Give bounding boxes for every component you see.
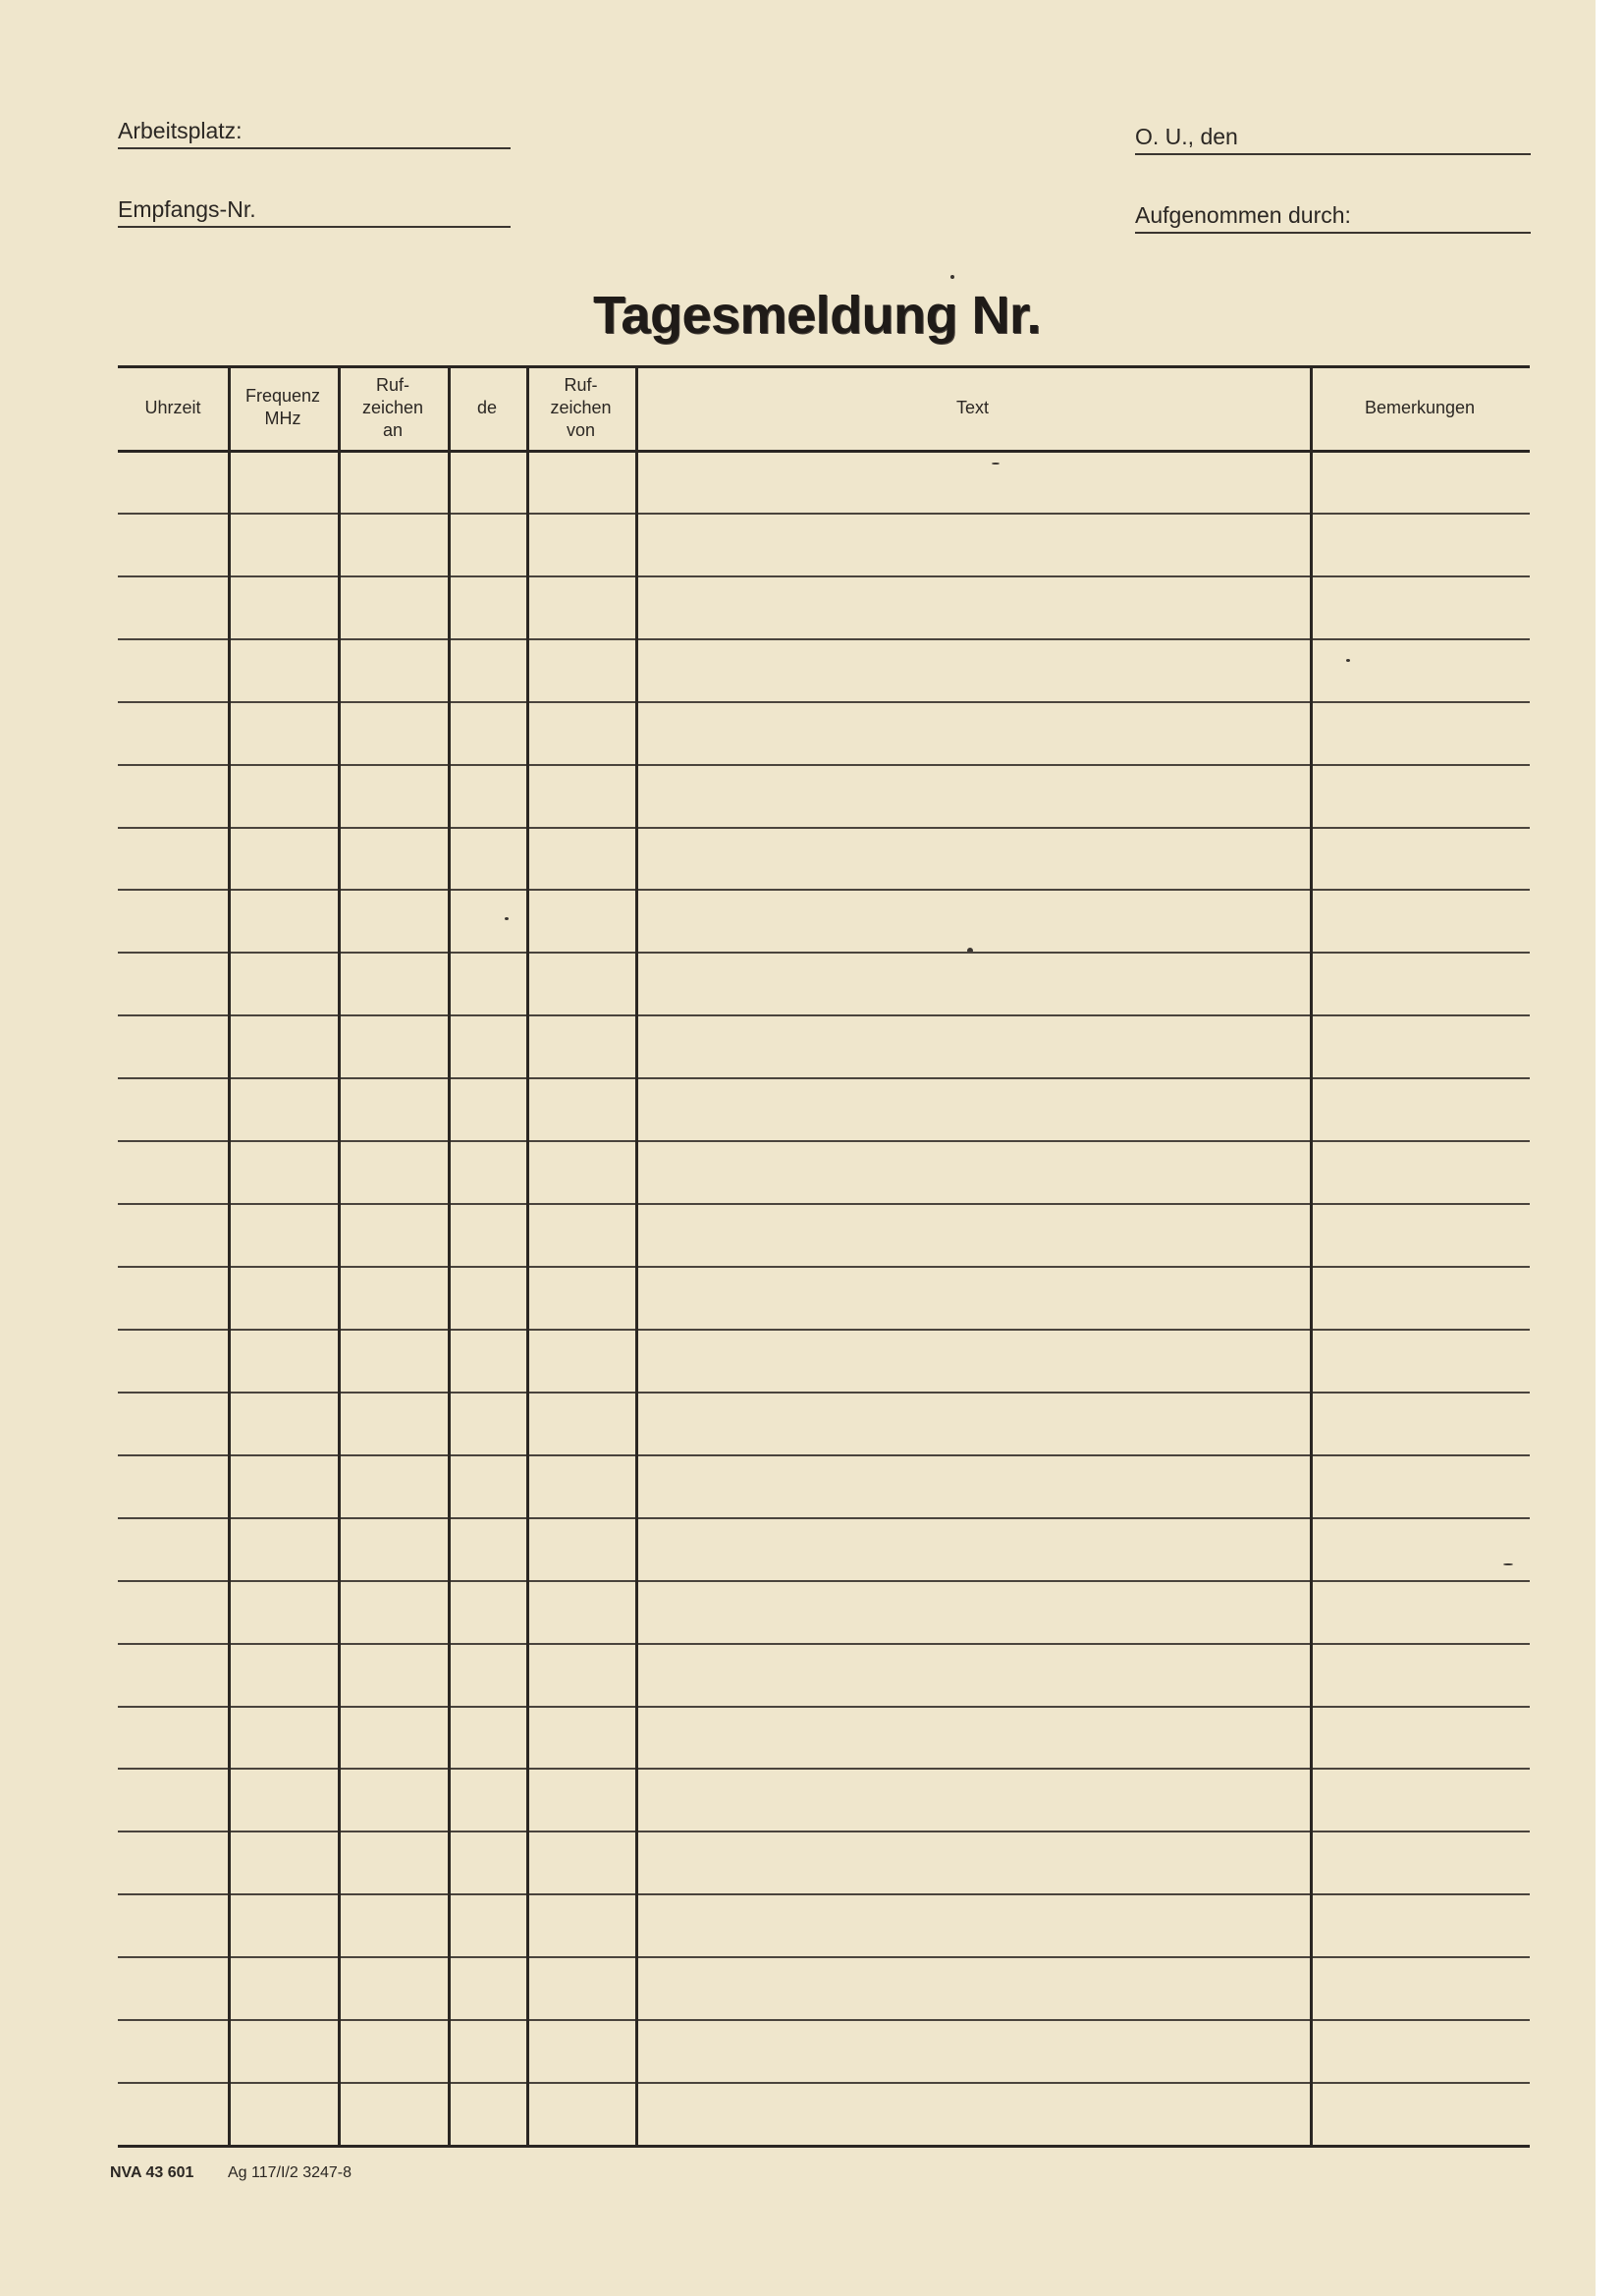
- row-rule: [118, 1454, 1530, 1456]
- row-rule: [118, 513, 1530, 515]
- row-rule: [118, 889, 1530, 891]
- row-rule: [118, 1392, 1530, 1394]
- empfangs-nr-field[interactable]: [118, 226, 511, 228]
- column-header-line: von: [566, 419, 595, 440]
- column-header-line: zeichen: [361, 397, 424, 417]
- row-rule: [118, 764, 1530, 766]
- column-header-line: zeichen: [550, 397, 612, 417]
- column-divider: [526, 365, 529, 2145]
- column-divider: [635, 365, 638, 2145]
- column-header-line: Bemerkungen: [1364, 397, 1476, 417]
- column-header: [1310, 365, 1530, 450]
- column-header: [118, 365, 228, 450]
- form-code: NVA 43 601: [110, 2164, 194, 2181]
- column-divider: [338, 365, 341, 2145]
- paper-speck: [1346, 659, 1350, 662]
- column-header: [338, 365, 448, 450]
- row-rule: [118, 1580, 1530, 1582]
- column-header-line: Ruf-: [375, 374, 409, 395]
- paper-speck: [505, 917, 509, 920]
- column-header-line: an: [382, 419, 403, 440]
- row-rule: [118, 1014, 1530, 1016]
- page-edge: [1596, 0, 1624, 2296]
- column-divider: [448, 365, 451, 2145]
- row-rule: [118, 1768, 1530, 1770]
- row-rule: [118, 1077, 1530, 1079]
- aufgenommen-label: Aufgenommen durch:: [1135, 202, 1351, 228]
- column-header-line: Frequenz: [244, 386, 321, 406]
- form-title: Tagesmeldung Nr.: [592, 286, 1042, 345]
- row-rule: [118, 1517, 1530, 1519]
- column-divider: [1310, 365, 1313, 2145]
- column-header: [228, 365, 338, 450]
- column-header-line: Ruf-: [564, 374, 598, 395]
- row-rule: [118, 952, 1530, 954]
- row-rule: [118, 1706, 1530, 1708]
- column-header: [526, 365, 635, 450]
- row-rule: [118, 701, 1530, 703]
- column-header-line: de: [476, 397, 498, 417]
- print-reference: Ag 117/I/2 3247-8: [228, 2164, 352, 2181]
- aufgenommen-field[interactable]: [1135, 232, 1531, 234]
- column-header: [448, 365, 526, 450]
- paper-speck: [992, 463, 1000, 465]
- paper-speck: [1503, 1563, 1513, 1565]
- row-rule: [118, 1140, 1530, 1142]
- column-header-line: Text: [955, 397, 989, 417]
- column-header-line: Uhrzeit: [144, 397, 201, 417]
- row-rule: [118, 1329, 1530, 1331]
- row-rule: [118, 1893, 1530, 1895]
- paper-speck: [950, 275, 954, 279]
- row-rule: [118, 1266, 1530, 1268]
- column-header: [635, 365, 1310, 450]
- header-bottom-rule: [118, 450, 1530, 453]
- row-rule: [118, 1831, 1530, 1832]
- row-rule: [118, 1643, 1530, 1645]
- row-rule: [118, 2082, 1530, 2084]
- row-rule: [118, 638, 1530, 640]
- column-divider: [228, 365, 231, 2145]
- empfangs-nr-label: Empfangs-Nr.: [118, 196, 256, 222]
- arbeitsplatz-label: Arbeitsplatz:: [118, 118, 243, 143]
- row-rule: [118, 1956, 1530, 1958]
- arbeitsplatz-field[interactable]: [118, 147, 511, 149]
- column-header-line: MHz: [264, 409, 301, 428]
- table-bottom-rule: [118, 2145, 1530, 2148]
- ou-den-label: O. U., den: [1135, 124, 1238, 149]
- row-rule: [118, 1203, 1530, 1205]
- ou-den-field[interactable]: [1135, 153, 1531, 155]
- row-rule: [118, 575, 1530, 577]
- row-rule: [118, 827, 1530, 829]
- row-rule: [118, 2019, 1530, 2021]
